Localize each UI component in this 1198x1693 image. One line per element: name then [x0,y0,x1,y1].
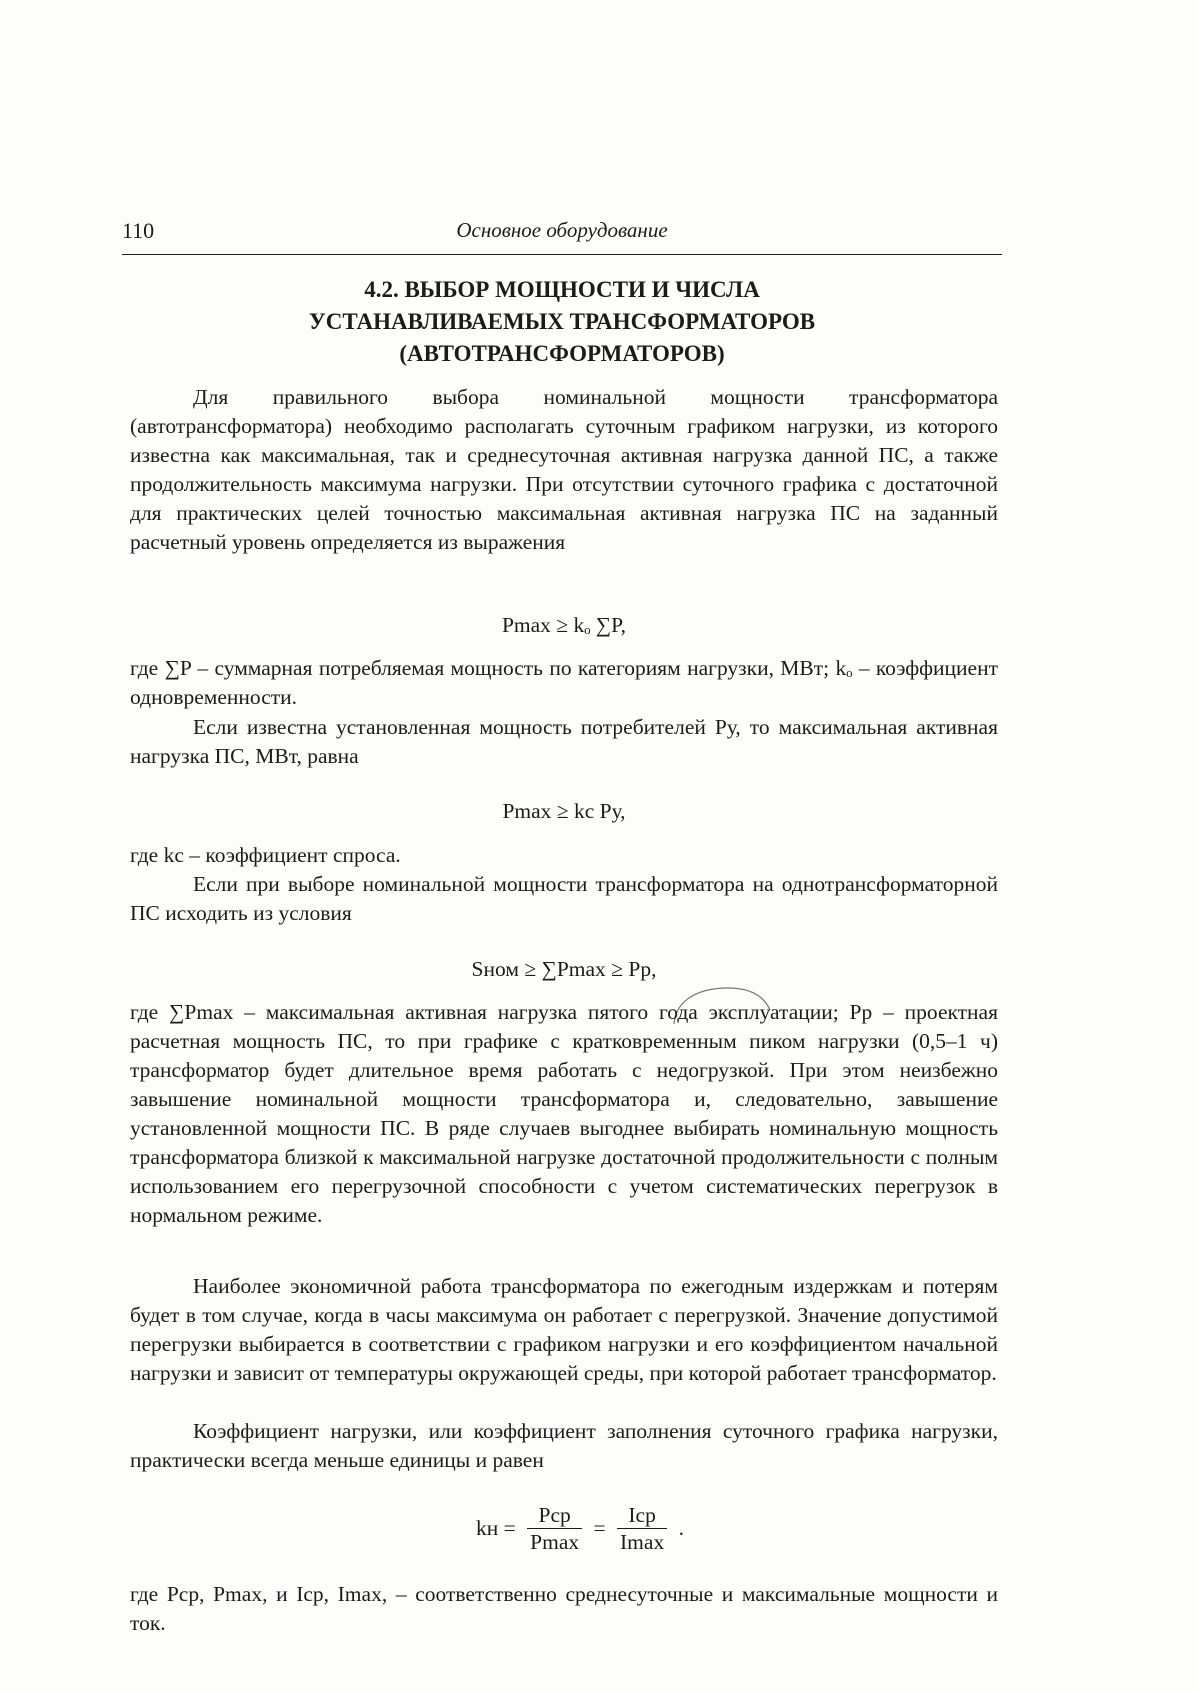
formula-demand-load: Pmax ≥ kс Pу, [502,799,626,823]
equals-sign: = [593,1516,606,1540]
fraction-current-numerator: Iср [617,1502,667,1529]
running-title: Основное оборудование [456,218,668,242]
paragraph-5: Если при выборе номинальной мощности трансформатора на однотрансформаторной ПС исходить из условия [130,872,998,925]
formula-max-load: Pmax ≥ kₒ ∑P, [501,613,627,637]
paragraph-8: Коэффициент нагрузки, или коэффициент заполнения суточного графика нагрузки, практически всегда меньше единицы и равен [130,1419,998,1472]
fraction-power [527,1502,582,1555]
paragraph-6: где ∑Pmax – максимальная активная нагрузка пятого года эксплуатации; Pр – проектная расчетная мощность ПС, то при графике с кратковременным пиком нагрузки (0,5–1 ч) трансформатор будет длительное время работать с недогрузкой. При этом неизбежно завышение номинальной мощности трансформатора и, следовательно, завышение установленной мощности ПС. В ряде случаев выгоднее выбирать номинальную мощность трансформатора близкой к максимальной нагрузке достаточной продолжительности с полным использованием его перегрузочной способности с учетом систематических перегрузок в нормальном режиме. [130,1000,998,1227]
formula-load-factor [470,1502,770,1562]
fraction-power-numerator: Pср [527,1502,582,1529]
paragraph-7: Наиболее экономичной работа трансформатора по ежегодным издержкам и потерям будет в том случае, когда в часы максимума он работает с перегрузкой. Значение допустимой перегрузки выбирается в соответствии с графиком нагрузки и его коэффициентом начальной нагрузки и зависит от температуры окружающей среды, при которой работает трансформатор. [130,1274,998,1385]
page-number: 110 [122,218,155,243]
load-factor-lhs: kн = [476,1516,516,1540]
section-heading [122,274,1002,370]
fraction-current-denominator: Imax [620,1530,665,1554]
heading-line-2: УСТАНАВЛИВАЕМЫХ ТРАНСФОРМАТОРОВ [308,309,816,334]
fraction-power-denominator: Pmax [530,1530,580,1554]
formula-nominal-power: Sном ≥ ∑Pmax ≥ Pр, [471,957,657,981]
paragraph-4: где kс – коэффициент спроса. [130,843,401,867]
fraction-current [617,1502,667,1555]
page-header [122,218,1002,255]
paragraph-1: Для правильного выбора номинальной мощности трансформатора (автотрансформатора) необходимо располагать суточным графиком нагрузки, из которого известна как максимальная, так и среднесуточная активная нагрузка данной ПС, а также продолжительность максимума нагрузки. При отсутствии суточного графика с достаточной для практических целей точностью максимальная активная нагрузка ПС на заданный расчетный уровень определяется из выражения [130,385,998,554]
paragraph-3: Если известна установленная мощность потребителей Pу, то максимальная активная нагрузка ПС, МВт, равна [130,715,998,768]
paragraph-2: где ∑P – суммарная потребляемая мощность по категориям нагрузки, МВт; kₒ – коэффициент одновременности. [130,656,998,709]
formula-end-dot: . [678,1516,684,1540]
paragraph-9: где Pср, Pmax, и Iср, Imax, – соответственно среднесуточные и максимальные мощности и ток. [130,1582,998,1635]
heading-line-1: 4.2. ВЫБОР МОЩНОСТИ И ЧИСЛА [364,277,760,302]
heading-line-3: (АВТОТРАНСФОРМАТОРОВ) [399,341,725,366]
